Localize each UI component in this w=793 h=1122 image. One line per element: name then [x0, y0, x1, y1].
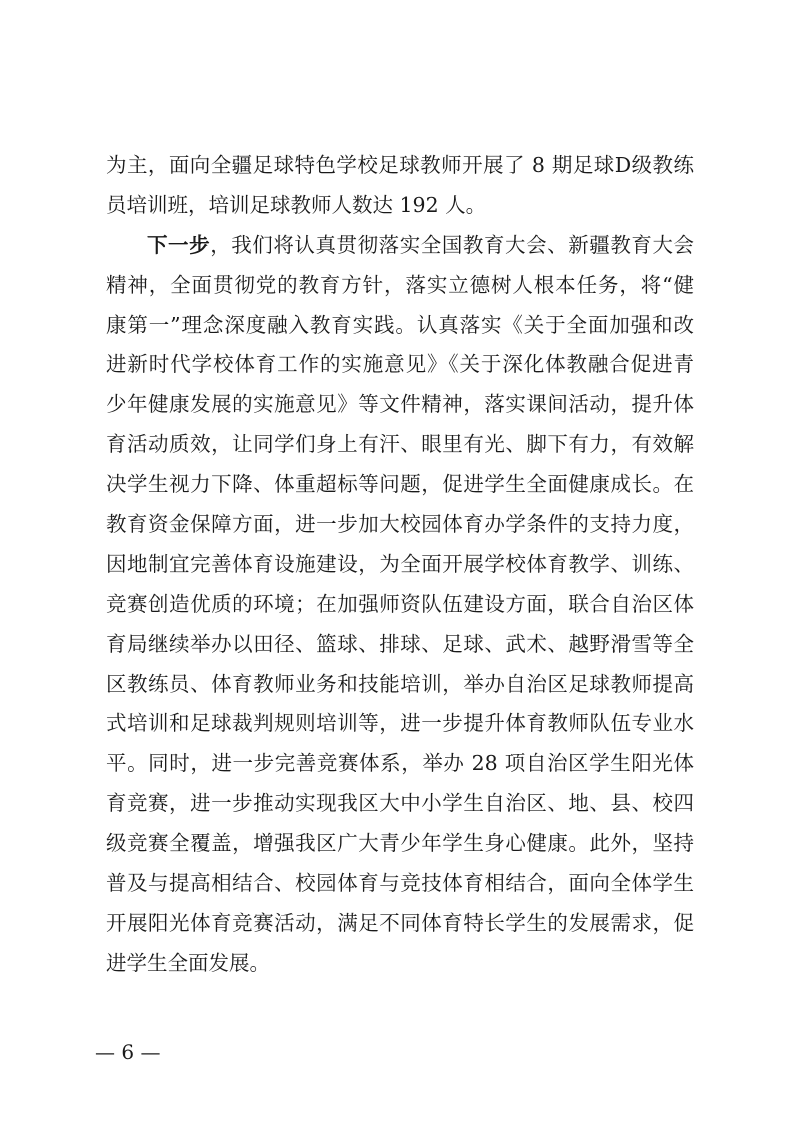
text-line: 精神，全面贯彻党的教育方针，落实立德树人根本任务，将“健	[106, 272, 694, 297]
text-line: 决学生视力下降、体重超标等问题，促进学生全面健康成长。在	[106, 472, 694, 497]
text-line: 进新时代学校体育工作的实施意见》《关于深化体教融合促进青	[106, 352, 694, 377]
bold-lead-text: 下一步	[147, 232, 211, 257]
text-line: 育活动质效，让同学们身上有汗、眼里有光、脚下有力，有效解	[106, 432, 694, 457]
text-line: 普及与提高相结合、校园体育与竞技体育相结合，面向全体学生	[106, 871, 694, 896]
text-line: 开展阳光体育竞赛活动，满足不同体育特长学生的发展需求，促	[106, 910, 694, 935]
text-line-continuation: ，我们将认真贯彻落实全国教育大会、新疆教育大会	[210, 232, 694, 257]
text-line: 康第一”理念深度融入教育实践。认真落实《关于全面加强和改	[106, 312, 694, 337]
paragraph-first-line	[106, 226, 694, 266]
text-line: 平。同时，进一步完善竞赛体系，举办 28 项自治区学生阳光体	[106, 751, 694, 776]
text-line: 级竞赛全覆盖，增强我区广大青少年学生身心健康。此外，坚持	[106, 831, 694, 856]
page-number: — 6 —	[95, 1040, 161, 1064]
text-line: 教育资金保障方面，进一步加大校园体育办学条件的支持力度，	[106, 512, 694, 537]
text-line: 进学生全面发展。	[106, 950, 270, 975]
text-line: 育竞赛，进一步推动实现我区大中小学生自治区、地、县、校四	[106, 791, 694, 816]
text-line: 区教练员、体育教师业务和技能培训，举办自治区足球教师提高	[106, 671, 694, 696]
text-line: 为主，面向全疆足球特色学校足球教师开展了 8 期足球D级教练	[106, 153, 694, 177]
text-line: 员培训班，培训足球教师人数达 192 人。	[106, 192, 487, 217]
body-text	[106, 146, 694, 984]
text-line: 因地制宜完善体育设施建设，为全面开展学校体育教学、训练、	[106, 551, 694, 576]
text-line: 式培训和足球裁判规则培训等，进一步提升体育教师队伍专业水	[106, 711, 694, 736]
text-line: 少年健康发展的实施意见》等文件精神，落实课间活动，提升体	[106, 392, 694, 417]
text-line: 竞赛创造优质的环境；在加强师资队伍建设方面，联合自治区体	[106, 591, 694, 616]
text-line: 育局继续举办以田径、篮球、排球、足球、武术、越野滑雪等全	[106, 631, 694, 656]
